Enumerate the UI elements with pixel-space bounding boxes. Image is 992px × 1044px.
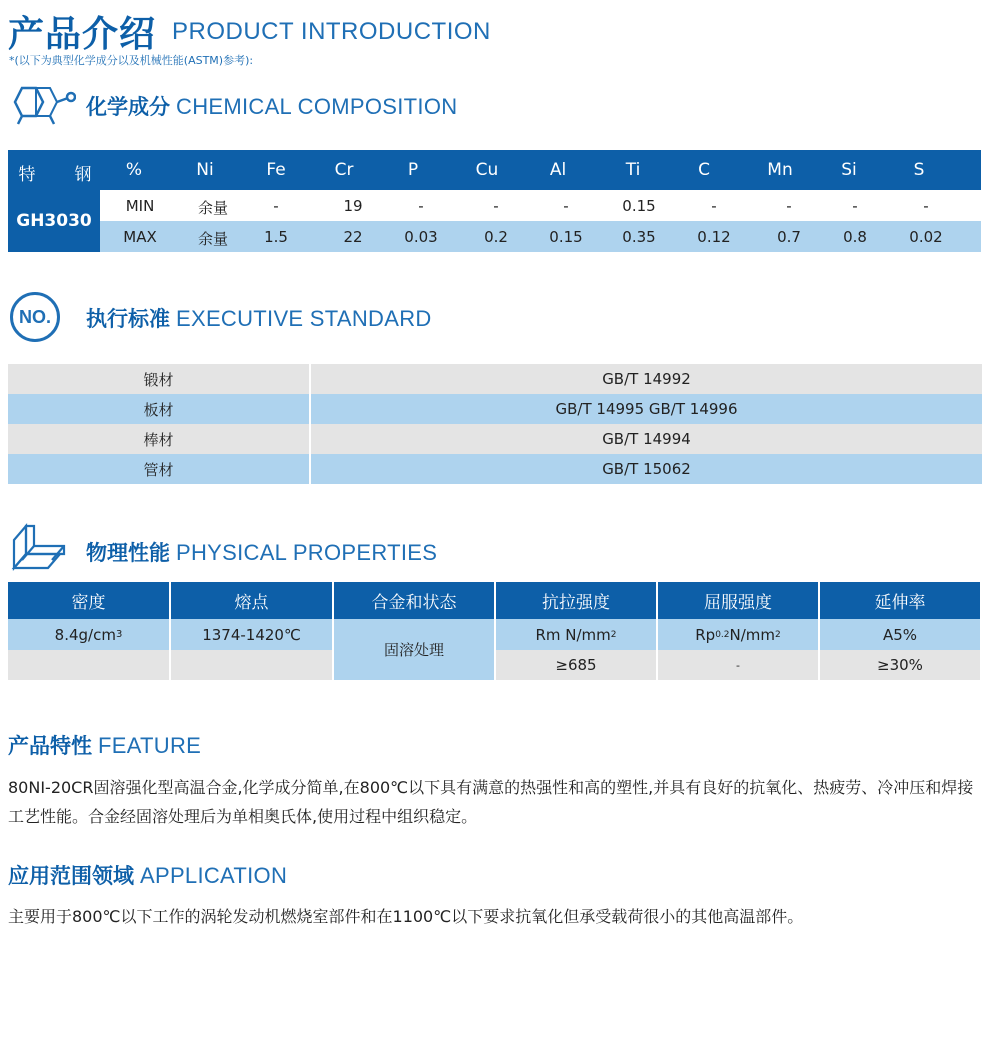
chem-header-cell: P xyxy=(407,160,419,180)
chem-header-cell: C xyxy=(698,160,710,180)
standard-title-cn: 执行标准 xyxy=(86,307,170,331)
table-row xyxy=(8,424,982,454)
density-value: 8.4g/cm xyxy=(54,625,116,644)
elongation-value-cell: ≥30% xyxy=(820,650,980,680)
chem-cell: - xyxy=(711,197,717,215)
chem-cell: 19 xyxy=(343,197,363,215)
yield-unit-cell xyxy=(658,619,818,650)
chem-cell: - xyxy=(852,197,858,215)
yield-unit-pre: Rp xyxy=(695,625,716,644)
chem-header-cell: 特 xyxy=(18,165,36,185)
application-text: 主要用于800℃以下工作的涡轮发动机燃烧室部件和在1100℃以下要求抗氧化但承受载荷很小的其他高温部件。 xyxy=(8,907,804,926)
chemical-title-en: CHEMICAL COMPOSITION xyxy=(176,94,458,119)
chem-cell: - xyxy=(418,197,424,215)
std-type-cell: 管材 xyxy=(8,454,311,484)
chem-header-cell: Ti xyxy=(625,160,641,180)
std-code-cell: GB/T 14992 xyxy=(602,370,691,388)
chem-header-cell: S xyxy=(913,160,925,180)
chem-cell: 0.7 xyxy=(777,228,801,246)
chem-row-max xyxy=(100,221,981,252)
yield-unit-post: N/mm xyxy=(729,625,776,644)
chem-header-cell: % xyxy=(125,160,143,180)
chem-cell: 余量 xyxy=(197,230,229,248)
grade-label: GH3030 xyxy=(8,190,100,252)
chem-header-cell: Ni xyxy=(196,160,214,180)
phys-header-cell: 密度 xyxy=(8,582,169,619)
chem-header-cell: Si xyxy=(841,160,857,180)
chemical-composition-table xyxy=(8,150,981,252)
standard-title-en: EXECUTIVE STANDARD xyxy=(176,306,432,331)
chem-header-cell: Cu xyxy=(475,160,499,180)
feature-title-cn: 产品特性 xyxy=(8,734,92,758)
chem-cell: - xyxy=(563,197,569,215)
application-section-title xyxy=(8,860,287,890)
tensile-unit: Rm N/mm xyxy=(535,625,611,644)
page-title-en: PRODUCT INTRODUCTION xyxy=(172,18,491,45)
number-badge-icon xyxy=(10,292,60,342)
chemical-section-title xyxy=(86,91,457,121)
chemical-table-header xyxy=(8,150,981,190)
chem-cell: 0.12 xyxy=(697,228,731,246)
application-title-en: APPLICATION xyxy=(140,863,288,888)
chem-header-cell: 钢 xyxy=(74,165,92,185)
chem-row-min xyxy=(100,190,981,221)
chem-cell: 0.35 xyxy=(622,228,656,246)
phys-header-cell: 熔点 xyxy=(171,582,332,619)
profile-shape-icon xyxy=(8,522,68,572)
chem-cell: 余量 xyxy=(197,199,229,217)
chemical-title-cn: 化学成分 xyxy=(86,95,170,119)
application-title-cn: 应用范围领域 xyxy=(8,864,134,888)
density-sup: 3 xyxy=(115,629,123,640)
table-row xyxy=(8,364,982,394)
physical-properties-table xyxy=(8,582,980,680)
yield-unit-sup: 2 xyxy=(775,629,781,640)
molecule-icon xyxy=(8,82,76,128)
chem-header-cell: Mn xyxy=(767,160,793,180)
phys-header-cell: 屈服强度 xyxy=(658,582,818,619)
chem-cell: 0.15 xyxy=(622,197,656,215)
std-type-cell: 锻材 xyxy=(8,364,311,394)
chem-cell: 0.03 xyxy=(404,228,438,246)
standard-section-title xyxy=(86,303,432,333)
empty-cell xyxy=(171,650,332,680)
chem-cell: - xyxy=(923,197,929,215)
chem-cell: MAX xyxy=(123,228,157,246)
yield-unit-sub: 0.2 xyxy=(715,629,730,640)
chem-cell: 0.8 xyxy=(843,228,867,246)
std-code-cell: GB/T 14995 GB/T 14996 xyxy=(555,400,738,418)
melting-point-cell: 1374-1420℃ xyxy=(171,619,332,650)
std-type-cell: 棒材 xyxy=(8,424,311,454)
physical-title-cn: 物理性能 xyxy=(86,541,170,565)
chem-cell: 1.5 xyxy=(264,228,288,246)
std-type-cell: 板材 xyxy=(8,394,311,424)
executive-standard-table xyxy=(8,364,982,484)
phys-header-cell: 延伸率 xyxy=(820,582,980,619)
feature-title-en: FEATURE xyxy=(98,733,202,758)
elongation-unit-cell: A5% xyxy=(820,619,980,650)
table-row xyxy=(8,394,982,424)
yield-value-cell: - xyxy=(658,650,818,680)
chem-cell: - xyxy=(786,197,792,215)
table-row xyxy=(8,454,982,484)
feature-section-title xyxy=(8,730,201,760)
chem-cell: - xyxy=(273,197,279,215)
phys-header-cell: 合金和状态 xyxy=(334,582,494,619)
alloy-state-cell: 固溶处理 xyxy=(334,619,494,680)
chem-header-cell: Al xyxy=(549,160,567,180)
std-code-cell: GB/T 15062 xyxy=(602,460,691,478)
physical-section-title xyxy=(86,537,437,567)
page-title: 产品介绍 xyxy=(8,14,157,55)
chem-cell: - xyxy=(493,197,499,215)
chem-cell: 0.2 xyxy=(484,228,508,246)
std-code-cell: GB/T 14994 xyxy=(602,430,691,448)
tensile-unit-cell xyxy=(496,619,656,650)
physical-title-en: PHYSICAL PROPERTIES xyxy=(176,540,438,565)
density-cell xyxy=(8,619,169,650)
feature-text: 80NI-20CR固溶强化型高温合金,化学成分简单,在800℃以下具有满意的热强性和高的塑性,并具有良好的抗氧化、热疲劳、冷冲压和焊接工艺性能。合金经固溶处理后为单相奥氏体,使用过程中组织稳定。 xyxy=(8,778,974,826)
number-badge-text: NO. xyxy=(18,306,51,327)
empty-cell xyxy=(8,650,169,680)
reference-note: *(以下为典型化学成分以及机械性能(ASTM)参考): xyxy=(9,54,254,67)
chem-header-cell: Cr xyxy=(334,160,354,180)
tensile-value-cell: ≥685 xyxy=(496,650,656,680)
chem-cell: 0.02 xyxy=(909,228,943,246)
chem-cell: 22 xyxy=(343,228,363,246)
chem-cell: MIN xyxy=(125,197,155,215)
chem-cell: 0.15 xyxy=(549,228,583,246)
chem-header-cell: Fe xyxy=(266,160,286,180)
phys-header-cell: 抗拉强度 xyxy=(496,582,656,619)
tensile-unit-sup: 2 xyxy=(610,629,617,640)
